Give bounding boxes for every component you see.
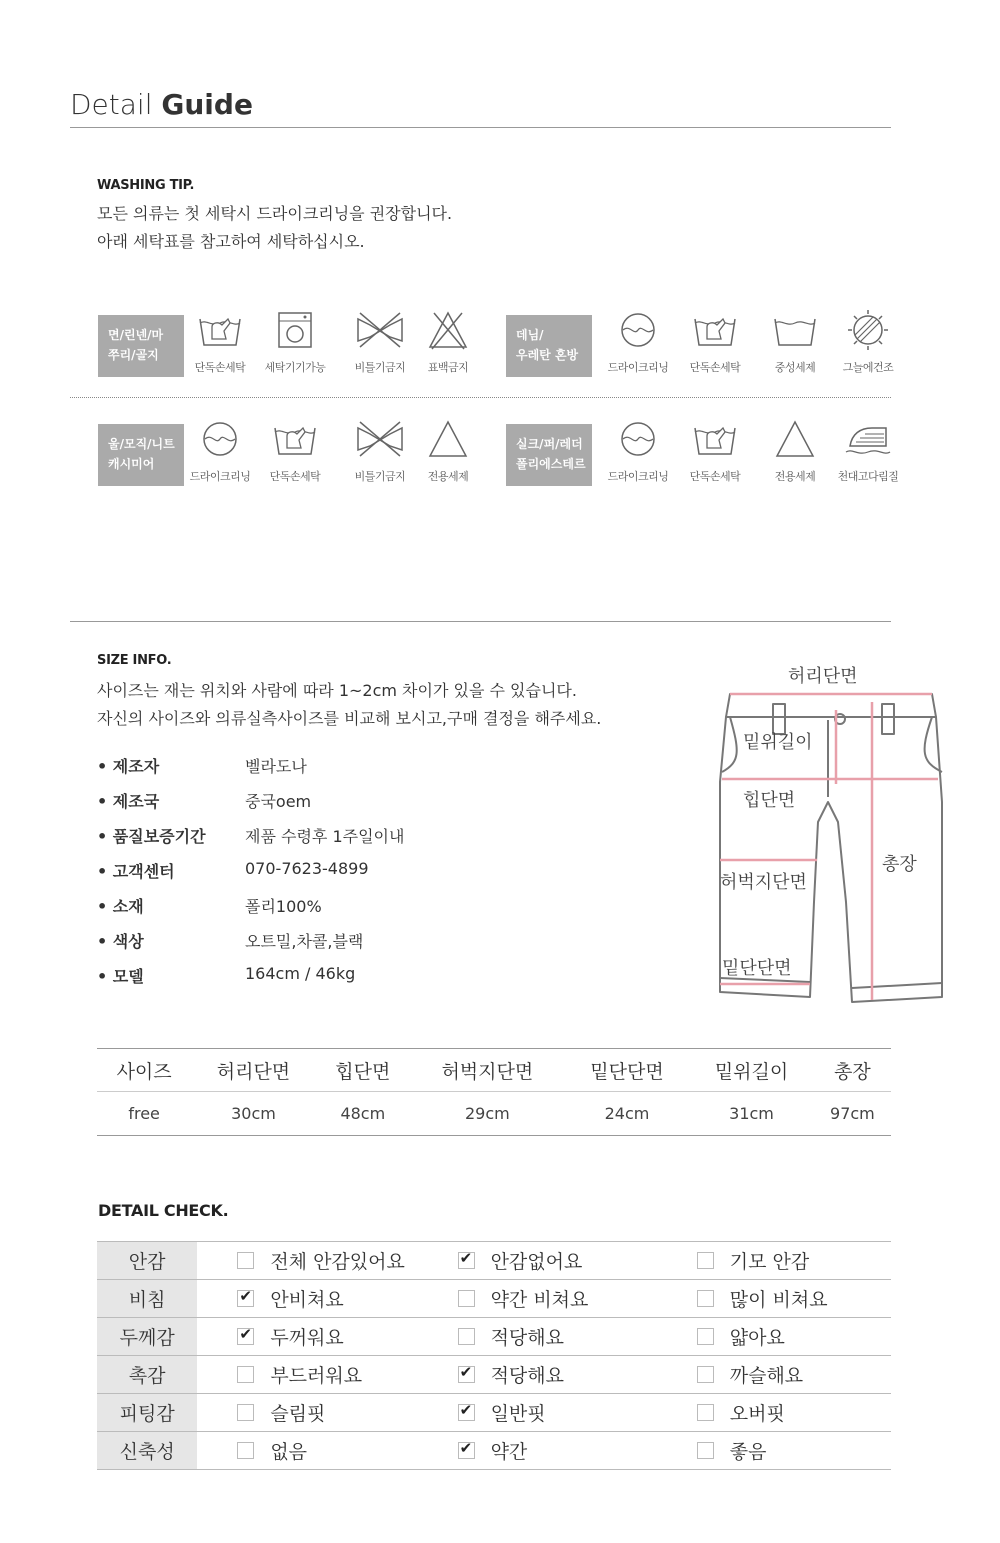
- checkbox[interactable]: [458, 1290, 475, 1307]
- product-info-row: [97, 894, 517, 929]
- dry-clean-icon: [180, 418, 260, 460]
- detail-check-row: [97, 1394, 891, 1432]
- washing-symbol-label: 단독손세탁: [689, 361, 741, 374]
- size-table-row: [97, 1092, 891, 1136]
- detail-check-label: 신축성: [97, 1432, 197, 1470]
- size-table-header-cell: 허벅지단면: [410, 1049, 565, 1092]
- title-bold: Guide: [161, 88, 253, 121]
- title-divider: [70, 127, 891, 128]
- hand-wash-icon: [180, 309, 260, 351]
- washing-text: [97, 200, 452, 256]
- product-info-value: 제품 수령후 1주일이내: [245, 827, 405, 846]
- detail-check-option-label: 기모 안감: [729, 1251, 810, 1273]
- product-info-row: [97, 789, 517, 824]
- checkbox[interactable]: [458, 1404, 475, 1421]
- washing-category-line: 실크/퍼/레더: [516, 437, 583, 451]
- detail-check-option-label: 좋음: [729, 1441, 767, 1463]
- label-rise: 밑위길이: [743, 732, 813, 753]
- product-info-key: • 고객센터: [97, 862, 175, 881]
- detail-check-option-label: 일반핏: [490, 1403, 546, 1425]
- washing-category: [98, 315, 184, 377]
- washing-symbol: [408, 309, 488, 375]
- washing-symbol: [598, 418, 678, 484]
- washing-category-line: 데님/: [516, 328, 544, 342]
- washing-symbol: [180, 309, 260, 375]
- product-info-row: [97, 929, 517, 964]
- detail-check-option: [657, 1242, 891, 1280]
- washing-line-2: 아래 세탁표를 참고하여 세탁하십시오.: [97, 232, 365, 251]
- washing-symbol-label: 세탁기기가능: [264, 361, 326, 374]
- washing-category-line: 캐시미어: [108, 457, 155, 471]
- detail-check-option: [657, 1394, 891, 1432]
- detail-check-option: [657, 1356, 891, 1394]
- checkbox[interactable]: [697, 1366, 714, 1383]
- washing-category: [506, 424, 592, 486]
- washing-symbol: [755, 309, 835, 375]
- washing-symbol-label: 천대고다림질: [837, 470, 899, 483]
- washing-symbol: [408, 418, 488, 484]
- product-info-value: 오트밀,차콜,블랙: [245, 932, 364, 951]
- label-hip: 힙단면: [743, 790, 796, 811]
- dry-clean-icon: [598, 418, 678, 460]
- product-info-key: • 모델: [97, 967, 144, 986]
- product-info-row: [97, 824, 517, 859]
- detail-check-label: 피팅감: [97, 1394, 197, 1432]
- washing-symbol-label: 전용세제: [774, 470, 816, 483]
- detail-check-option: [197, 1318, 417, 1356]
- detail-check-option: [197, 1356, 417, 1394]
- detail-check-heading: DETAIL CHECK.: [98, 1201, 229, 1220]
- washing-line-1: 모든 의류는 첫 세탁시 드라이크리닝을 권장합니다.: [97, 204, 453, 223]
- detail-check-option-label: 약간: [490, 1441, 528, 1463]
- product-info-value: 폴리100%: [245, 897, 322, 916]
- detail-check-label: 비침: [97, 1280, 197, 1318]
- product-info-value: 164cm / 46kg: [245, 964, 356, 983]
- hand-wash-icon: [675, 418, 755, 460]
- checkbox[interactable]: [458, 1442, 475, 1459]
- dry-clean-icon: [598, 309, 678, 351]
- detail-check-option-label: 두꺼워요: [270, 1327, 344, 1349]
- checkbox[interactable]: [237, 1290, 254, 1307]
- washing-symbol-label: 전용세제: [427, 470, 469, 483]
- size-text: [97, 677, 601, 733]
- size-table-header: [97, 1049, 891, 1092]
- shade-dry-icon: [828, 309, 908, 351]
- product-info-key: • 색상: [97, 932, 144, 951]
- washing-category-line: 면/린넨/마: [108, 328, 164, 342]
- detail-check-option: [418, 1432, 657, 1470]
- washing-symbol-label: 비틀기금지: [354, 470, 406, 483]
- no-bleach-icon: [408, 309, 488, 351]
- checkbox[interactable]: [237, 1252, 254, 1269]
- size-table-cell: 24cm: [565, 1092, 690, 1136]
- checkbox[interactable]: [697, 1442, 714, 1459]
- washing-category-line: 울/모직/니트: [108, 437, 175, 451]
- size-table-header-cell: 밑단단면: [565, 1049, 690, 1092]
- size-divider: [70, 621, 891, 622]
- washing-category-line: 쭈리/골지: [108, 348, 159, 362]
- detail-check-option-label: 많이 비쳐요: [729, 1289, 828, 1311]
- checkbox[interactable]: [458, 1328, 475, 1345]
- cloth-iron-icon: [828, 418, 908, 460]
- size-table-header-cell: 밑위길이: [689, 1049, 814, 1092]
- product-info-value: 중국oem: [245, 792, 312, 811]
- checkbox[interactable]: [697, 1328, 714, 1345]
- detail-check-option: [418, 1318, 657, 1356]
- label-hem: 밑단단면: [722, 958, 792, 979]
- checkbox[interactable]: [697, 1404, 714, 1421]
- detail-check-option-label: 없음: [270, 1441, 308, 1463]
- detail-check-option-label: 부드러워요: [270, 1365, 363, 1387]
- label-thigh: 허벅지단면: [720, 872, 807, 893]
- checkbox[interactable]: [697, 1290, 714, 1307]
- product-info-row: [97, 964, 517, 999]
- detail-check-option: [418, 1394, 657, 1432]
- checkbox[interactable]: [237, 1328, 254, 1345]
- detail-check-option-label: 까슬해요: [729, 1365, 804, 1387]
- detail-check-option: [197, 1242, 417, 1280]
- product-info-row: [97, 859, 517, 894]
- size-table-cell: 97cm: [814, 1092, 891, 1136]
- product-info-key: • 소재: [97, 897, 144, 916]
- size-heading: SIZE INFO.: [97, 653, 172, 668]
- product-info-key: • 제조자: [97, 757, 160, 776]
- checkbox[interactable]: [237, 1366, 254, 1383]
- page-title: [70, 88, 253, 121]
- checkbox[interactable]: [237, 1404, 254, 1421]
- washing-symbol-label: 단독손세탁: [269, 470, 321, 483]
- washing-symbol-label: 단독손세탁: [689, 470, 741, 483]
- detail-check-option: [197, 1394, 417, 1432]
- size-table-cell: 31cm: [689, 1092, 814, 1136]
- detail-check-label: 촉감: [97, 1356, 197, 1394]
- washing-symbol-label: 단독손세탁: [194, 361, 246, 374]
- detail-check-option-label: 적당해요: [490, 1327, 564, 1349]
- detail-check-option-label: 얇아요: [729, 1327, 785, 1349]
- detail-check-table: [97, 1241, 891, 1470]
- size-table: [97, 1048, 891, 1136]
- detail-check-option: [657, 1280, 891, 1318]
- special-detergent-icon: [755, 418, 835, 460]
- detail-check-row: [97, 1356, 891, 1394]
- washing-symbol-label: 드라이크리닝: [189, 470, 251, 483]
- washing-symbol: [255, 418, 335, 484]
- checkbox[interactable]: [458, 1366, 475, 1383]
- washing-symbol-label: 비틀기금지: [354, 361, 406, 374]
- size-table-cell: 29cm: [410, 1092, 565, 1136]
- size-table-header-cell: 허리단면: [191, 1049, 316, 1092]
- detail-check-label: 두께감: [97, 1318, 197, 1356]
- size-line-1: 사이즈는 재는 위치와 사람에 따라 1~2cm 차이가 있을 수 있습니다.: [97, 681, 577, 700]
- detail-check-option-label: 전체 안감있어요: [270, 1251, 405, 1273]
- detail-check-option: [418, 1242, 657, 1280]
- washing-heading: WASHING TIP.: [97, 178, 195, 193]
- size-line-2: 자신의 사이즈와 의류실측사이즈를 비교해 보시고,구매 결정을 해주세요.: [97, 709, 602, 728]
- washing-category: [506, 315, 592, 377]
- washing-symbol: [828, 418, 908, 484]
- product-info-row: [97, 754, 517, 789]
- title-light: Detail: [70, 88, 162, 121]
- hand-wash-icon: [255, 418, 335, 460]
- washing-category-line: 우레탄 혼방: [516, 348, 579, 362]
- checkbox[interactable]: [697, 1252, 714, 1269]
- neutral-detergent-icon: [755, 309, 835, 351]
- washing-category: [98, 424, 184, 486]
- detail-check-option-label: 오버핏: [729, 1403, 785, 1425]
- detail-check-option: [197, 1280, 417, 1318]
- label-length: 총장: [882, 854, 917, 875]
- washing-symbol-label: 그늘에건조: [842, 361, 894, 374]
- washing-symbol: [755, 418, 835, 484]
- machine-wash-icon: [255, 309, 335, 351]
- washing-category-line: 폴리에스테르: [516, 457, 586, 471]
- detail-check-row: [97, 1318, 891, 1356]
- product-info-key: • 제조국: [97, 792, 160, 811]
- washing-symbol-label: 중성세제: [774, 361, 816, 374]
- detail-check-label: 안감: [97, 1242, 197, 1280]
- size-table-cell: 48cm: [316, 1092, 410, 1136]
- detail-check-option: [418, 1280, 657, 1318]
- washing-divider: [70, 397, 891, 398]
- checkbox[interactable]: [458, 1252, 475, 1269]
- detail-check-row: [97, 1432, 891, 1470]
- detail-check-option-label: 안감없어요: [490, 1251, 583, 1273]
- washing-symbol-label: 드라이크리닝: [607, 361, 669, 374]
- washing-symbol: [675, 309, 755, 375]
- detail-check-option: [418, 1356, 657, 1394]
- detail-check-option-label: 적당해요: [490, 1365, 564, 1387]
- washing-symbol: [255, 309, 335, 375]
- size-table-header-cell: 총장: [814, 1049, 891, 1092]
- checkbox[interactable]: [237, 1442, 254, 1459]
- detail-check-option: [657, 1318, 891, 1356]
- detail-check-row: [97, 1242, 891, 1280]
- product-info-value: 벨라도나: [245, 757, 307, 776]
- special-detergent-icon: [408, 418, 488, 460]
- size-table-cell: 30cm: [191, 1092, 316, 1136]
- size-table-header-cell: 사이즈: [97, 1049, 191, 1092]
- detail-check-option: [657, 1432, 891, 1470]
- washing-symbol-label: 표백금지: [427, 361, 469, 374]
- washing-symbol: [675, 418, 755, 484]
- washing-symbol: [828, 309, 908, 375]
- product-info-value: 070-7623-4899: [245, 859, 369, 878]
- hand-wash-icon: [675, 309, 755, 351]
- detail-check-option: [197, 1432, 417, 1470]
- washing-symbol-label: 드라이크리닝: [607, 470, 669, 483]
- washing-symbol: [598, 309, 678, 375]
- product-info-key: • 품질보증기간: [97, 827, 206, 846]
- detail-check-option-label: 슬림핏: [270, 1403, 326, 1425]
- detail-check-option-label: 안비쳐요: [270, 1289, 344, 1311]
- detail-check-option-label: 약간 비쳐요: [490, 1289, 589, 1311]
- washing-symbol: [180, 418, 260, 484]
- detail-check-row: [97, 1280, 891, 1318]
- size-table-header-cell: 힙단면: [316, 1049, 410, 1092]
- size-table-cell: free: [97, 1092, 191, 1136]
- pants-diagram: [710, 652, 960, 1012]
- label-waist: 허리단면: [788, 666, 858, 687]
